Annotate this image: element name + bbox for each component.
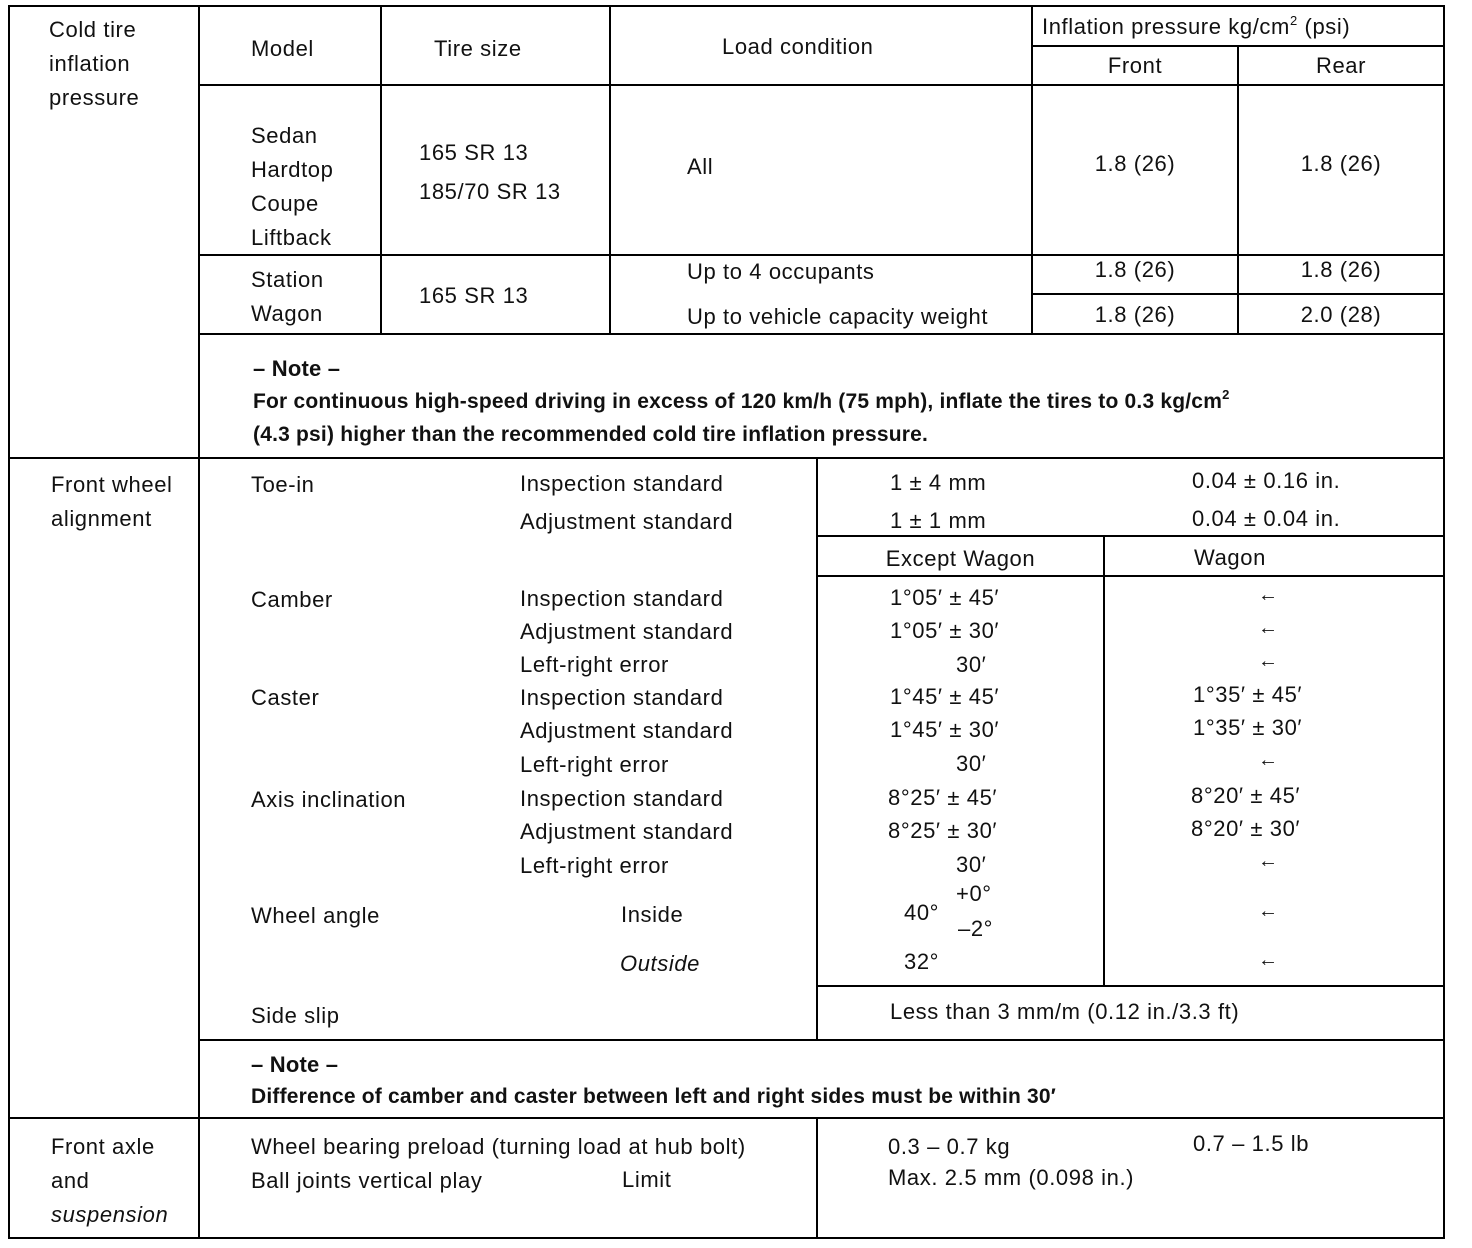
header-rear: Rear <box>1315 53 1367 78</box>
caster-inspection-wagon: 1°35′ ± 45′ <box>1193 682 1303 707</box>
border-top <box>8 5 1445 7</box>
tire-size-2: 185/70 SR 13 <box>419 179 561 204</box>
caster-adjustment-label: Adjustment standard <box>520 718 734 743</box>
axis-error-value: 30′ <box>956 852 987 877</box>
section-label-tire-1: Cold tire <box>49 17 137 42</box>
border-left <box>8 5 10 1239</box>
camber-inspection-value: 1°05′ ± 45′ <box>890 585 1000 610</box>
section-label-tire-3: pressure <box>49 85 140 110</box>
caster-error-value: 30′ <box>956 751 987 776</box>
same-as-left-arrow: ← <box>1258 900 1279 922</box>
camber-label: Camber <box>251 587 333 612</box>
toe-in-adjustment-metric: 1 ± 1 mm <box>890 508 987 533</box>
section-label-tire-2: inflation <box>49 51 131 76</box>
model-station: Station <box>251 267 324 292</box>
axis-inspection-wagon: 8°20′ ± 45′ <box>1191 783 1301 808</box>
rule-alignment-section-bottom <box>8 1117 1445 1119</box>
section-label-alignment-1: Front wheel <box>51 472 173 497</box>
tire-size-wagon: 165 SR 13 <box>419 283 529 308</box>
ball-joint-play-condition: Limit <box>622 1167 672 1192</box>
caster-adjustment-wagon: 1°35′ ± 30′ <box>1193 715 1303 740</box>
toe-in-label: Toe-in <box>251 472 315 497</box>
header-load-condition: Load condition <box>722 34 874 59</box>
rule-wagon-split <box>1031 293 1445 295</box>
toe-in-adjustment-label: Adjustment standard <box>520 509 734 534</box>
axis-inclination-label: Axis inclination <box>251 787 407 812</box>
model-coupe: Coupe <box>251 191 319 216</box>
camber-adjustment-value: 1°05′ ± 30′ <box>890 618 1000 643</box>
axis-inspection-value: 8°25′ ± 45′ <box>888 785 998 810</box>
pressure-front-capacity: 1.8 (26) <box>1094 302 1176 327</box>
header-tire-size: Tire size <box>434 36 522 61</box>
pressure-rear-capacity: 2.0 (28) <box>1300 302 1382 327</box>
wheel-angle-outside-label: Outside <box>620 951 701 976</box>
model-hardtop: Hardtop <box>251 157 334 182</box>
ball-joint-play-label: Ball joints vertical play <box>251 1168 483 1193</box>
border-right <box>1443 5 1445 1239</box>
divider-tire-load <box>609 5 611 335</box>
rule-wheel-angle-bottom <box>816 985 1445 987</box>
rule-tire-section-bottom <box>8 457 1445 459</box>
axis-adjustment-wagon: 8°20′ ± 30′ <box>1191 816 1301 841</box>
border-bottom <box>8 1237 1445 1239</box>
camber-error-value: 30′ <box>956 652 987 677</box>
axis-error-label: Left-right error <box>520 853 669 878</box>
header-inflation-pressure: Inflation pressure $kg/cm^2$ (psi) <box>1042 13 1351 39</box>
divider-model-tire <box>380 5 382 335</box>
camber-error-label: Left-right error <box>520 652 669 677</box>
rule-row2-bottom <box>198 333 1445 335</box>
header-wagon: Wagon <box>1194 545 1266 570</box>
camber-inspection-label: Inspection standard <box>520 586 724 611</box>
ball-joint-play-value: Max. 2.5 mm (0.098 in.) <box>888 1165 1135 1190</box>
caster-error-label: Left-right error <box>520 752 669 777</box>
toe-in-inspection-imperial: 0.04 ± 0.16 in. <box>1192 468 1341 493</box>
section-label-axle-3: suspension <box>51 1202 169 1227</box>
toe-in-inspection-label: Inspection standard <box>520 471 724 496</box>
wheel-angle-inside-label: Inside <box>621 902 684 927</box>
section-label-axle-2: and <box>51 1168 90 1193</box>
same-as-left-arrow: ← <box>1258 949 1279 971</box>
rule-header-bottom <box>198 84 1445 86</box>
wheel-angle-inside-value: 40° <box>904 900 940 925</box>
divider-axle-values <box>816 1117 818 1239</box>
divider-except-wagon <box>1103 535 1105 987</box>
wheel-angle-tolerance-minus: –2° <box>958 916 994 941</box>
wheel-bearing-preload-metric: 0.3 – 0.7 kg <box>888 1134 1011 1159</box>
wheel-bearing-preload-imperial: 0.7 – 1.5 lb <box>1193 1131 1310 1156</box>
pressure-rear-all: 1.8 (26) <box>1300 151 1382 176</box>
tire-size-1: 165 SR 13 <box>419 140 529 165</box>
wheel-angle-outside-value: 32° <box>904 949 940 974</box>
wheel-angle-tolerance-plus: +0° <box>956 881 992 906</box>
same-as-left-arrow: ← <box>1258 650 1279 672</box>
load-4-occupants: Up to 4 occupants <box>687 259 875 284</box>
wheel-angle-label: Wheel angle <box>251 903 380 928</box>
wheel-bearing-preload-label: Wheel bearing preload (turning load at hub bolt) <box>251 1134 746 1159</box>
toe-in-adjustment-imperial: 0.04 ± 0.04 in. <box>1192 506 1341 531</box>
rule-side-slip-bottom <box>198 1039 1445 1041</box>
caster-label: Caster <box>251 685 320 710</box>
section-label-axle-1: Front axle <box>51 1134 155 1159</box>
alignment-note-heading: – Note – <box>251 1052 339 1077</box>
model-wagon: Wagon <box>251 301 323 326</box>
model-sedan: Sedan <box>251 123 318 148</box>
load-all: All <box>687 154 714 179</box>
alignment-note-text: Difference of camber and caster between left and right sides must be within 30′ <box>251 1085 1057 1108</box>
axis-inspection-label: Inspection standard <box>520 786 724 811</box>
axis-adjustment-value: 8°25′ ± 30′ <box>888 818 998 843</box>
axis-adjustment-label: Adjustment standard <box>520 819 734 844</box>
header-front: Front <box>1107 53 1163 78</box>
section-label-alignment-2: alignment <box>51 506 152 531</box>
caster-inspection-value: 1°45′ ± 45′ <box>890 684 1000 709</box>
header-except-wagon: Except Wagon <box>885 546 1036 571</box>
side-slip-value: Less than 3 mm/m (0.12 in./3.3 ft) <box>890 999 1240 1024</box>
divider-front-rear <box>1237 45 1239 335</box>
toe-in-inspection-metric: 1 ± 4 mm <box>890 470 987 495</box>
tire-note-line2: (4.3 psi) higher than the recommended cold tire inflation pressure. <box>253 423 929 446</box>
divider-alignment-values <box>816 457 818 1041</box>
caster-inspection-label: Inspection standard <box>520 685 724 710</box>
camber-adjustment-label: Adjustment standard <box>520 619 734 644</box>
same-as-left-arrow: ← <box>1258 617 1279 639</box>
rule-toe-in-bottom <box>816 535 1445 537</box>
side-slip-label: Side slip <box>251 1003 340 1028</box>
tire-note-heading: – Note – <box>253 356 341 381</box>
pressure-front-all: 1.8 (26) <box>1094 151 1176 176</box>
same-as-left-arrow: ← <box>1258 850 1279 872</box>
rule-inflation-subheader <box>1031 45 1445 47</box>
tire-note-line1: For continuous high-speed driving in excess of 120 km/h (75 mph), inflate the tires to 0.3 $kg/cm^2$ <box>253 387 1230 413</box>
label-column-divider <box>198 5 200 1239</box>
pressure-front-4-occupants: 1.8 (26) <box>1094 257 1176 282</box>
model-liftback: Liftback <box>251 225 332 250</box>
rule-col-headers-bottom <box>816 575 1445 577</box>
pressure-rear-4-occupants: 1.8 (26) <box>1300 257 1382 282</box>
caster-adjustment-value: 1°45′ ± 30′ <box>890 717 1000 742</box>
load-capacity-weight: Up to vehicle capacity weight <box>687 304 989 329</box>
rule-row1-bottom <box>198 254 1445 256</box>
same-as-left-arrow: ← <box>1258 584 1279 606</box>
header-model: Model <box>251 36 314 61</box>
same-as-left-arrow: ← <box>1258 749 1279 771</box>
